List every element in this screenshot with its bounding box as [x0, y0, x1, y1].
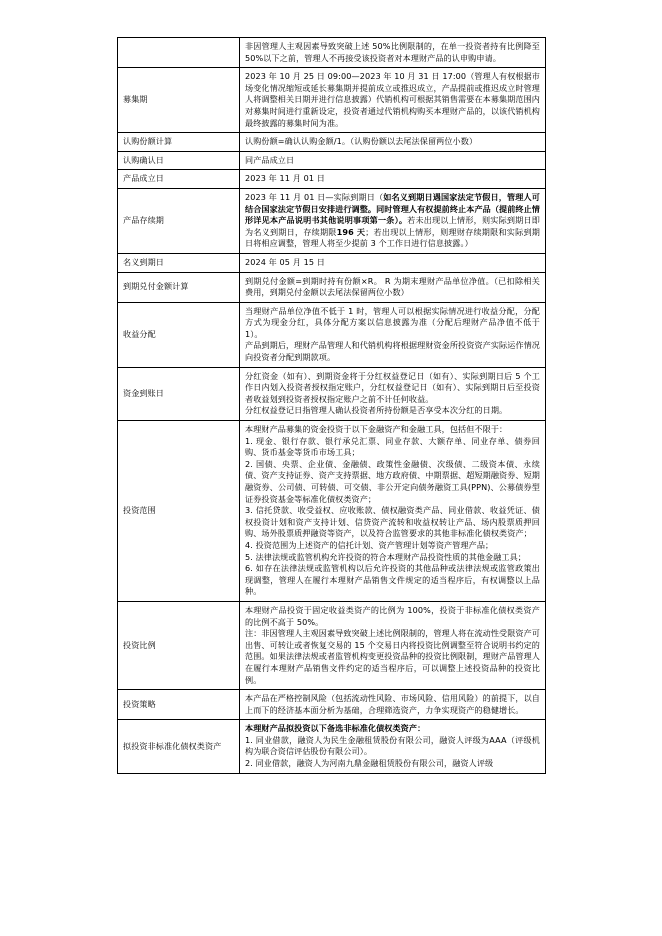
- row-value-cell: [240, 253, 546, 272]
- paragraph: [245, 758, 540, 770]
- table-row: [118, 253, 546, 272]
- row-label-nominal-maturity-date: 名义到期日: [118, 253, 240, 272]
- row-label-product-duration: 产品存续期: [118, 188, 240, 253]
- row-label-product-establishment-date: 产品成立日: [118, 170, 240, 189]
- paragraph: [245, 192, 540, 250]
- text-segment: 产品到期后，理财产品管理人和代销机构将根据理财资金所投资资产实际运作情况向投资者分配到期款项。: [245, 340, 540, 363]
- text-segment: 同产品成立日: [245, 154, 295, 165]
- paragraph: [245, 459, 540, 505]
- paragraph: [245, 71, 540, 129]
- text-segment: 2023 年 11 月 01 日: [245, 173, 325, 184]
- table-row: [118, 188, 546, 253]
- paragraph: [245, 735, 540, 758]
- paragraph: [245, 628, 540, 686]
- row-value-cell: [240, 302, 546, 367]
- text-segment: 3. 信托贷款、收受益权、应收账款、债权融资类产品、同业借款、收益凭证、债权投资计划和资产支持计划、信贷资产流转和收益权转让产品、场内股票质押回购、场外股票质押融资等资产，以及符合监管要求的其他非标准化债权类资产；: [245, 505, 540, 539]
- row-label-investment-ratio: 投资比例: [118, 601, 240, 689]
- paragraph: [245, 306, 540, 341]
- table-row: [118, 690, 546, 720]
- row-label-investment-strategy: 投资策略: [118, 690, 240, 720]
- text-segment: 本产品在严格控制风险（包括流动性风险、市场风险、信用风险）的前提下，以自上而下的经济基本面分析为基础，合理筛选资产，力争实现资产的稳健增长。: [245, 693, 540, 715]
- paragraph: [245, 276, 540, 299]
- paragraph: [245, 723, 540, 735]
- text-segment-bold: 196 天: [336, 226, 366, 237]
- text-segment: 2023 年 11 月 01 日—实际到期日（: [245, 191, 384, 202]
- paragraph: [245, 540, 540, 552]
- text-segment: 本理财产品投资于固定收益类资产的比例为 100%，投资于非标准化债权类资产的比例不高于 50%。: [245, 604, 540, 627]
- paragraph: [245, 340, 540, 363]
- paragraph: [245, 155, 540, 167]
- paragraph: [245, 693, 540, 716]
- row-value-cell: [240, 68, 546, 133]
- paragraph: [245, 136, 540, 148]
- continuation-blank-label: [118, 38, 240, 68]
- text-segment: 到期兑付金额=到期时持有份额×R。 R 为期末理财产品单位净值。（已扣除相关费用，到期兑付金额以去尾法保留两位小数）: [245, 275, 540, 298]
- text-segment: 1. 同业借款，融资人为民生金融租赁股份有限公司，融资人评级为AAA（评级机构为联合资信评估股份有限公司）。: [245, 734, 540, 757]
- row-label-maturity-payment-calculation: 到期兑付金额计算: [118, 272, 240, 302]
- row-label-funds-arrival-date: 资金到账日: [118, 367, 240, 420]
- paragraph: [245, 371, 540, 406]
- row-label-investment-scope: 投资范围: [118, 421, 240, 602]
- row-label-raising-period: 募集期: [118, 68, 240, 133]
- table-row: [118, 720, 546, 773]
- text-segment: ；若出现以上情形，则理财存续期限和实际到期日将相应调整，管理人将至少提前 3 个工作日进行信息披露。）: [245, 226, 540, 249]
- table-row: [118, 133, 546, 152]
- text-segment: 分红权益登记日指管理人确认投资者所持份额是否享受本次分红的日期。: [245, 405, 508, 416]
- table-row: [118, 272, 546, 302]
- text-segment: 2024 年 05 月 15 日: [245, 256, 325, 267]
- table-row: [118, 302, 546, 367]
- table-row: [118, 68, 546, 133]
- text-segment: 分红资金（如有）、到期资金将于分红权益登记日（如有）、实际到期日后 5 个工作日内划入投资者授权指定账户，分红权益登记日（如有）、实际到期日后至投资者收益划到投资者授权指定账户之前不计任何收益。: [245, 370, 540, 404]
- paragraph: [245, 505, 540, 540]
- row-label-planned-nonstandard-credit-assets: 拟投资非标准化债权类资产: [118, 720, 240, 773]
- paragraph: [245, 41, 540, 64]
- table-row: [118, 38, 546, 68]
- row-value-cell: [240, 38, 546, 68]
- product-terms-table: [117, 37, 546, 774]
- row-value-cell: [240, 272, 546, 302]
- table-row: [118, 601, 546, 689]
- text-segment: 认购份额=确认认购金额/1。（认购份额以去尾法保留两位小数）: [245, 136, 478, 147]
- text-segment: 4. 投资范围为上述资产的信托计划、资产管理计划等资产管理产品；: [245, 539, 494, 550]
- table-row: [118, 367, 546, 420]
- row-value-cell: [240, 421, 546, 602]
- row-value-cell: [240, 601, 546, 689]
- row-value-cell: [240, 170, 546, 189]
- text-segment-bold: 本理财产品拟投资以下备选非标准化债权类资产：: [245, 723, 426, 734]
- row-value-cell: [240, 188, 546, 253]
- text-segment: 2023 年 10 月 25 日 09:00—2023 年 10 月 31 日 17:00（管理人有权根据市场变化情况缩短或延长募集期并提前成立或推迟成立，产品提前或推迟成立时管理人将调整相关日期并进行信息披露）代销机构可根据其销售需要在本募集期范围内对募集时间进行重新设定，投资者通过代销机构购买本理财产品的，以该代销机构最终披露的募集时间为准。: [245, 71, 540, 128]
- row-label-subscription-share-calculation: 认购份额计算: [118, 133, 240, 152]
- paragraph: [245, 257, 540, 269]
- paragraph: [245, 173, 540, 185]
- paragraph: [245, 563, 540, 598]
- row-value-cell: [240, 151, 546, 170]
- paragraph: [245, 436, 540, 459]
- row-value-cell: [240, 133, 546, 152]
- table-row: [118, 421, 546, 602]
- table-row: [118, 170, 546, 189]
- table-row: [118, 151, 546, 170]
- text-segment-bold: 如名义到期日遇国家法定节假日，管理人可结合国家法定节假日安排进行调整。同时管理人有权提前终止本产品（提前终止情形详见本产品说明书其他说明事项第一条）。: [245, 191, 540, 226]
- text-segment: 2. 同业借款，融资人为河南九鼎金融租赁股份有限公司，融资人评级: [245, 758, 494, 769]
- text-segment: 2. 国债、央票、企业债、金融债、政策性金融债、次级债、二级资本债、永续债、资产支持证券、资产支持票据、地方政府债、中期票据、超短期融资券、短期融资券、公司债、可转债、可交债、非公开定向债务融资工具(PPN)、公募债券型证券投资基金等标准化债权类资产；: [245, 458, 540, 504]
- table-body: [118, 38, 546, 774]
- text-segment: 1. 现金、银行存款、银行承兑汇票、同业存款、大额存单、同业存单、债券回购、货币基金等货币市场工具；: [245, 435, 540, 458]
- text-segment: 本理财产品募集的资金投资于以下金融资产和金融工具，包括但不限于：: [245, 424, 508, 435]
- text-segment: 5. 法律法规或监管机构允许投资的符合本理财产品投资性质的其他金融工具；: [245, 551, 526, 562]
- text-segment: 非因管理人主观因素导致突破上述 50%比例限制的，在单一投资者持有比例降至 50%以下之前，管理人不再接受该投资者对本理财产品的认申购申请。: [245, 41, 540, 63]
- text-segment: 6. 如存在法律法规或监管机构以后允许投资的其他品种或法律法规或监管政策出现调整，管理人在履行本理财产品销售文件规定的适当程序后，有权调整以上品种。: [245, 563, 540, 597]
- text-segment: 当理财产品单位净值不低于 1 时，管理人可以根据实际情况进行收益分配，分配方式为现金分红，具体分配方案以信息披露为准（分配后理财产品净值不低于 1）。: [245, 305, 540, 339]
- row-value-cell: [240, 690, 546, 720]
- paragraph: [245, 552, 540, 564]
- paragraph: [245, 405, 540, 417]
- text-segment: 注：非因管理人主观因素导致突破上述比例限制的，管理人将在流动性受限资产可出售、可转让或者恢复交易的 15 个交易日内将投资比例调整至符合说明书约定的范围。如果法律法规或者监管机构变更投资品种的投资比例限制，理财产品管理人在履行本理财产品销售文件约定的适当程序后，可以调整上述投资品种的投资比例。: [245, 628, 540, 685]
- row-value-cell: [240, 720, 546, 773]
- text-segment: 若未出现以上情形，则实际到期日即为名义到期日，存续期限: [245, 215, 540, 237]
- paragraph: [245, 605, 540, 628]
- row-label-income-distribution: 收益分配: [118, 302, 240, 367]
- paragraph: [245, 424, 540, 436]
- row-label-subscription-confirmation-date: 认购确认日: [118, 151, 240, 170]
- row-value-cell: [240, 367, 546, 420]
